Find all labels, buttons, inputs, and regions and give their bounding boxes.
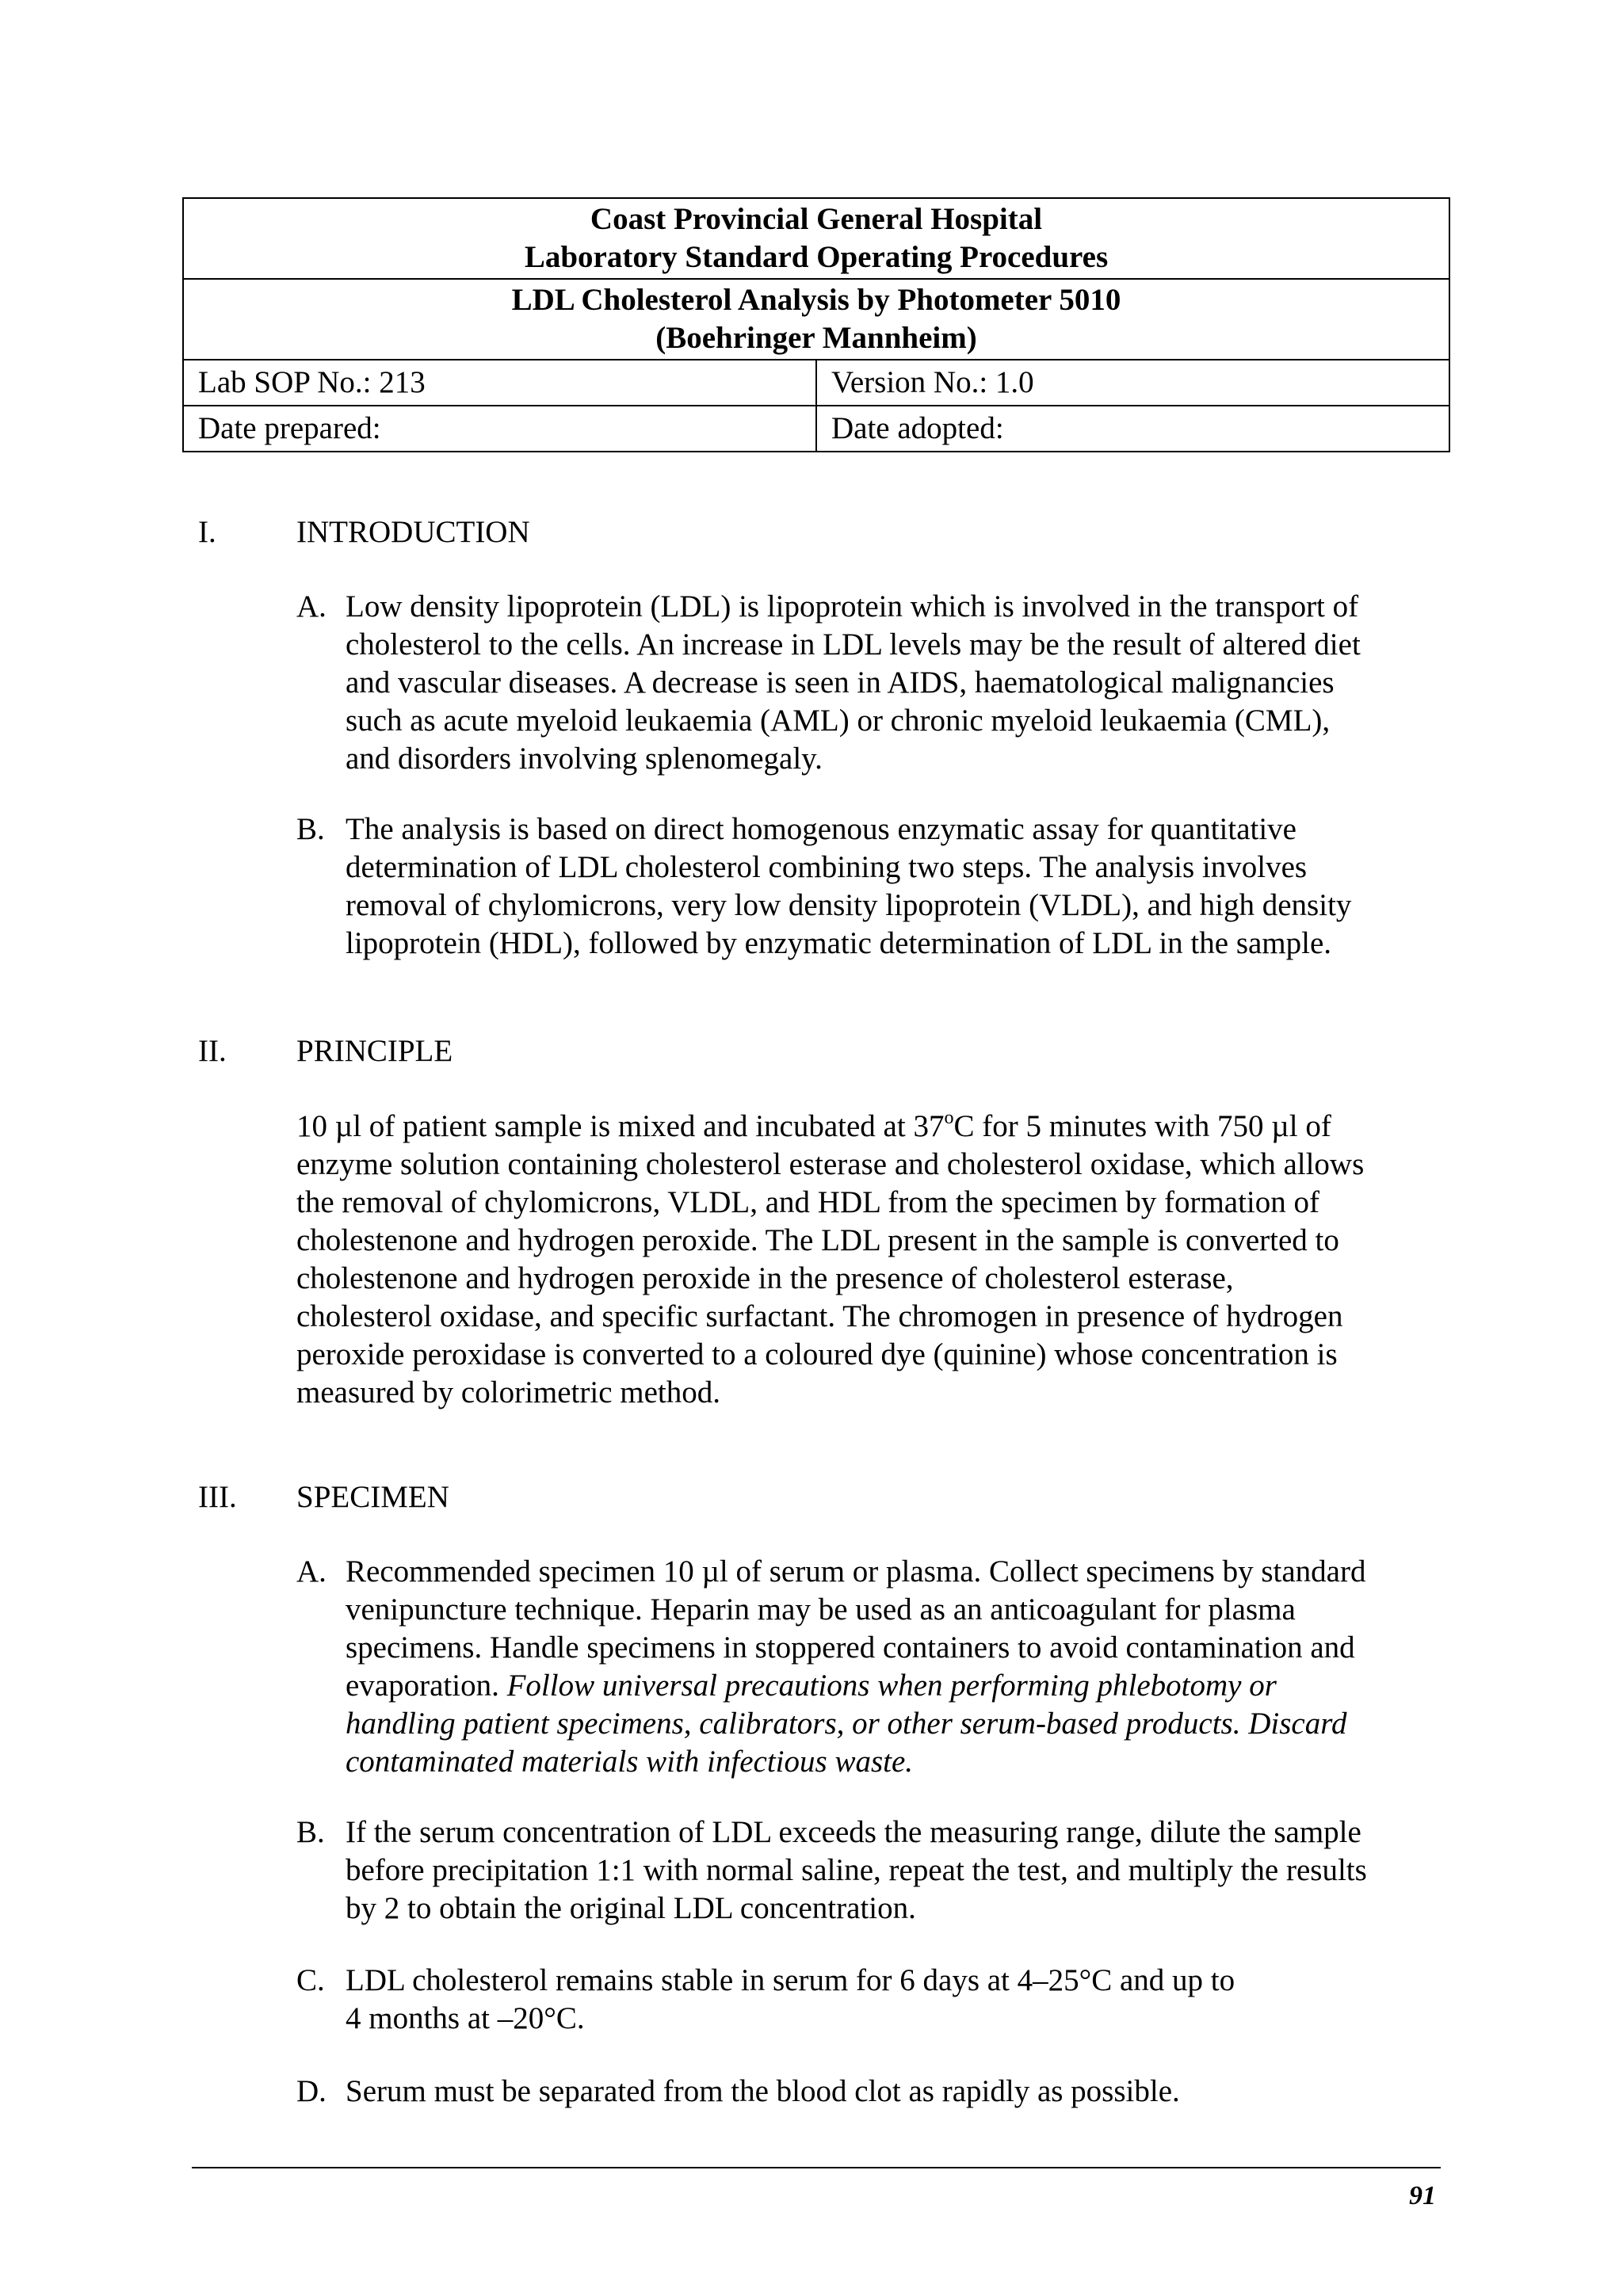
- item-letter: A.: [296, 1554, 327, 1589]
- section-number: III.: [198, 1480, 237, 1514]
- item-text: [346, 2073, 1453, 2111]
- page-number: 91: [1409, 2181, 1436, 2210]
- sop-header-table: [182, 197, 1450, 452]
- principle-paragraph: [296, 1108, 1453, 1412]
- specimen-item-a: [296, 1553, 1453, 1781]
- text-line: cholesterol oxidase, and specific surfactant. The chromogen in presence of hydrogen: [296, 1299, 1343, 1333]
- text-line: the removal of chylomicrons, VLDL, and HDL from the specimen by formation of: [296, 1185, 1319, 1219]
- item-text: [346, 1962, 1453, 2038]
- text-line: LDL cholesterol remains stable in serum for 6 days at 4–25°C and up to: [346, 1963, 1235, 1997]
- text-fragment: C for 5 minutes with 750 µl of: [953, 1109, 1331, 1143]
- text-line: specimens. Handle specimens in stoppered containers to avoid contamination and: [346, 1630, 1355, 1665]
- item-letter: B.: [296, 1815, 325, 1849]
- date-adopted: Date adopted:: [816, 406, 1449, 452]
- text-line: venipuncture technique. Heparin may be used as an anticoagulant for plasma: [346, 1592, 1296, 1627]
- section-title: SPECIMEN: [296, 1480, 449, 1514]
- text-fragment: 10 µl of patient sample is mixed and incubated at 37: [296, 1109, 945, 1143]
- precaution-text: contaminated materials with infectious waste.: [346, 1745, 914, 1779]
- text-line: and vascular diseases. A decrease is seen in AIDS, haematological malignancies: [346, 666, 1335, 700]
- footer-rule: [192, 2167, 1441, 2168]
- item-text: [346, 810, 1453, 963]
- text-line: by 2 to obtain the original LDL concentration.: [346, 1891, 916, 1925]
- section-title: PRINCIPLE: [296, 1034, 453, 1068]
- version-number: Version No.: 1.0: [816, 360, 1449, 406]
- item-text: [346, 1553, 1453, 1781]
- sop-number: Lab SOP No.: 213: [183, 360, 816, 406]
- text-line: lipoprotein (HDL), followed by enzymatic determination of LDL in the sample.: [346, 926, 1332, 960]
- procedure-title-cell: [183, 279, 1449, 360]
- procedure-title: LDL Cholesterol Analysis by Photometer 5010: [511, 283, 1121, 317]
- specimen-item-b: [296, 1814, 1453, 1928]
- precaution-text: handling patient specimens, calibrators, or other serum-based products. Discard: [346, 1707, 1347, 1741]
- text-line: [346, 1667, 1453, 1705]
- specimen-item-c: [296, 1962, 1453, 2038]
- degree-superscript: o: [944, 1108, 954, 1128]
- intro-item-b: [296, 810, 1453, 963]
- text-line: [296, 1108, 1453, 1146]
- item-letter: B.: [296, 812, 325, 846]
- intro-item-a: [296, 588, 1453, 778]
- precaution-text: Follow universal precautions when performing phlebotomy or: [506, 1669, 1277, 1703]
- text-line: cholestenone and hydrogen peroxide. The LDL present in the sample is converted to: [296, 1223, 1339, 1257]
- text-line: The analysis is based on direct homogenous enzymatic assay for quantitative: [346, 812, 1296, 846]
- text-line: 4 months at –20°C.: [346, 2001, 585, 2035]
- item-text: [346, 588, 1453, 778]
- text-line: removal of chylomicrons, very low density lipoprotein (VLDL), and high density: [346, 888, 1352, 922]
- text-line: Low density lipoprotein (LDL) is lipoprotein which is involved in the transport of: [346, 589, 1359, 624]
- text-line: cholestenone and hydrogen peroxide in the presence of cholesterol esterase,: [296, 1261, 1234, 1295]
- text-line: Recommended specimen 10 µl of serum or plasma. Collect specimens by standard: [346, 1554, 1366, 1589]
- text-line: If the serum concentration of LDL exceeds the measuring range, dilute the sample: [346, 1815, 1361, 1849]
- text-line: before precipitation 1:1 with normal saline, repeat the test, and multiply the results: [346, 1853, 1367, 1887]
- document-type: Laboratory Standard Operating Procedures: [524, 240, 1109, 274]
- text-fragment: evaporation.: [346, 1669, 507, 1703]
- text-line: peroxide peroxidase is converted to a coloured dye (quinine) whose concentration is: [296, 1337, 1338, 1371]
- text-line: and disorders involving splenomegaly.: [346, 742, 823, 776]
- item-text: [346, 1814, 1453, 1928]
- item-letter: D.: [296, 2074, 327, 2108]
- hospital-name: Coast Provincial General Hospital: [590, 202, 1043, 236]
- text-line: measured by colorimetric method.: [296, 1375, 720, 1409]
- date-prepared: Date prepared:: [183, 406, 816, 452]
- item-letter: A.: [296, 589, 327, 624]
- specimen-item-d: [296, 2073, 1453, 2111]
- section-number: II.: [198, 1034, 227, 1068]
- procedure-subtitle: (Boehringer Mannheim): [655, 321, 977, 355]
- item-letter: C.: [296, 1963, 325, 1997]
- text-line: Serum must be separated from the blood clot as rapidly as possible.: [346, 2074, 1180, 2108]
- section-title: INTRODUCTION: [296, 515, 530, 549]
- hospital-title-cell: [183, 198, 1449, 279]
- section-number: I.: [198, 515, 216, 549]
- text-line: cholesterol to the cells. An increase in LDL levels may be the result of altered diet: [346, 627, 1361, 662]
- text-line: such as acute myeloid leukaemia (AML) or chronic myeloid leukaemia (CML),: [346, 704, 1331, 738]
- text-line: enzyme solution containing cholesterol esterase and cholesterol oxidase, which allows: [296, 1147, 1365, 1181]
- text-line: determination of LDL cholesterol combining two steps. The analysis involves: [346, 850, 1308, 884]
